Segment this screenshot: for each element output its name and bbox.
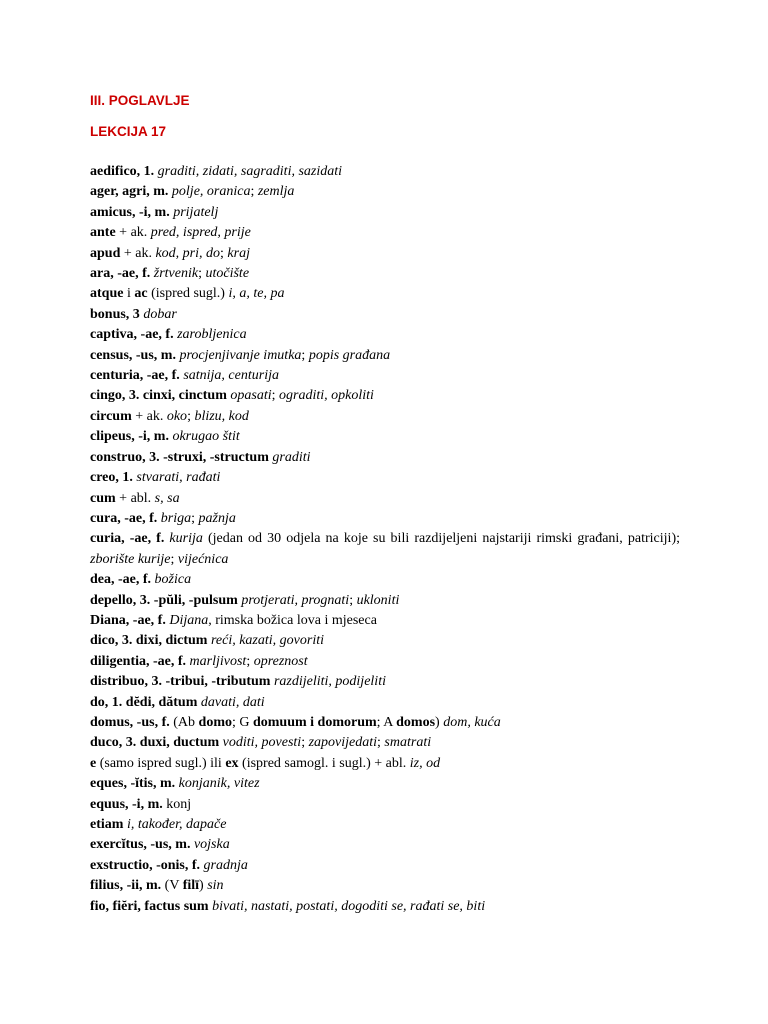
vocabulary-entry: [90, 162, 680, 182]
grammar-note: ;: [220, 245, 228, 261]
translation: opreznost: [253, 653, 308, 669]
translation: briga: [160, 510, 192, 526]
latin-term: construo, 3. -struxi, -structum: [90, 449, 269, 465]
latin-term: domos: [396, 714, 436, 730]
vocabulary-entry: [90, 693, 680, 713]
latin-term: clipeus, -i, m.: [90, 429, 169, 445]
latin-term: centuria, -ae, f.: [90, 368, 180, 384]
latin-term: aedifico, 1.: [90, 164, 155, 179]
translation: protjerati, prognati: [241, 592, 350, 608]
translation: dobar: [143, 306, 177, 322]
vocabulary-entry: [90, 346, 680, 366]
translation: opasati: [230, 388, 272, 404]
translation: razdijeliti, podijeliti: [273, 674, 386, 690]
grammar-note: + abl.: [115, 490, 155, 506]
vocabulary-entry: [90, 244, 680, 264]
vocabulary-entry: [90, 570, 680, 590]
translation: s, sa: [154, 490, 180, 506]
translation: popis građana: [308, 347, 391, 363]
latin-term: eques, -ĭtis, m.: [90, 776, 176, 792]
latin-term: exstructio, -onis, f.: [90, 857, 201, 873]
lesson-heading: LEKCIJA 17: [90, 124, 167, 139]
translation: zarobljenica: [177, 327, 247, 343]
translation: stvarati, rađati: [136, 470, 221, 486]
latin-term: domo: [198, 714, 232, 730]
latin-term: filius, -ii, m.: [90, 878, 162, 894]
vocabulary-entry: [90, 795, 680, 815]
grammar-note: ;: [191, 510, 199, 526]
translation: pred, ispred, prije: [150, 225, 251, 241]
translation: zemlja: [257, 184, 295, 200]
latin-term: Diana, -ae, f.: [90, 612, 166, 628]
vocabulary-entry: [90, 591, 680, 611]
translation: kraj: [227, 245, 250, 261]
vocabulary-entry: [90, 284, 680, 304]
translation: pažnja: [198, 510, 236, 526]
vocabulary-entry: [90, 733, 680, 753]
translation: graditi, zidati, sagraditi, sazidati: [157, 164, 343, 179]
translation: iz, od: [409, 755, 441, 771]
vocabulary-entry: [90, 713, 680, 733]
translation: satnija, centurija: [183, 368, 279, 384]
vocabulary-entry: [90, 774, 680, 794]
vocabulary-entry: [90, 407, 680, 427]
grammar-note: + ak.: [131, 408, 167, 424]
latin-term: etiam: [90, 817, 124, 832]
translation: blizu, kod: [194, 408, 249, 424]
translation: graditi: [272, 449, 311, 465]
vocabulary-entry: [90, 366, 680, 386]
vocabulary-entry: [90, 754, 680, 774]
grammar-note: ;: [170, 551, 178, 567]
latin-term: cingo, 3. cinxi, cinctum: [90, 388, 227, 404]
latin-term: diligentia, -ae, f.: [90, 653, 187, 669]
grammar-note: , rimska božica lova i mjeseca: [208, 612, 377, 628]
grammar-note: ;: [198, 266, 206, 282]
vocabulary-entry: [90, 264, 680, 284]
translation: gradnja: [203, 857, 248, 873]
translation: zborište kurije: [90, 551, 171, 567]
vocabulary-entry: [90, 448, 680, 468]
latin-term: e: [90, 755, 97, 771]
grammar-note: (jedan od 30 odjela na koje su bili razdijeljeni najstariji rimski građani, patriciji);: [202, 531, 680, 547]
grammar-note: ): [435, 714, 444, 730]
latin-term: ex: [225, 755, 239, 771]
translation: vijećnica: [177, 551, 229, 567]
grammar-note: ;: [246, 653, 254, 669]
vocabulary-list: [90, 162, 680, 917]
grammar-note: ;: [271, 388, 280, 404]
latin-term: apud: [90, 245, 121, 261]
translation: žrtvenik: [153, 266, 199, 282]
vocabulary-entry: [90, 856, 680, 876]
translation: smatrati: [384, 735, 432, 751]
translation: ukloniti: [356, 592, 400, 608]
grammar-note: konj: [162, 796, 192, 812]
latin-term: ante: [90, 225, 116, 241]
latin-term: curia, -ae, f.: [90, 531, 165, 547]
translation: vojska: [193, 837, 230, 853]
vocabulary-entry: [90, 897, 680, 917]
grammar-note: + ak.: [120, 245, 156, 261]
vocabulary-entry: [90, 427, 680, 447]
latin-term: ager, agri, m.: [90, 184, 169, 200]
latin-term: creo, 1.: [90, 470, 133, 486]
translation: okrugao štit: [172, 429, 240, 445]
grammar-note: ; G: [231, 714, 253, 730]
latin-term: filī: [182, 878, 200, 894]
grammar-note: ; A: [376, 714, 397, 730]
vocabulary-entry: [90, 325, 680, 345]
chapter-heading: III. POGLAVLJE: [90, 93, 190, 108]
vocabulary-entry: [90, 876, 680, 896]
translation: ograditi, opkoliti: [279, 388, 374, 404]
translation: marljivost: [189, 653, 247, 669]
grammar-note: (ispred samogl. i sugl.) + abl.: [238, 755, 410, 771]
latin-term: captiva, -ae, f.: [90, 327, 174, 343]
translation: kurija: [169, 531, 203, 547]
vocabulary-entry: [90, 652, 680, 672]
latin-term: amicus, -i, m.: [90, 204, 170, 220]
vocabulary-entry: [90, 631, 680, 651]
translation: božica: [154, 572, 192, 588]
latin-term: bonus, 3: [90, 306, 140, 322]
grammar-note: ;: [349, 592, 357, 608]
latin-term: domuum i domorum: [252, 714, 377, 730]
translation: utočište: [205, 266, 250, 282]
grammar-note: ): [199, 878, 208, 894]
vocabulary-entry: [90, 305, 680, 325]
translation: zapovijedati: [308, 735, 378, 751]
latin-term: domus, -us, f.: [90, 714, 170, 730]
vocabulary-entry: [90, 223, 680, 243]
vocabulary-entry: [90, 489, 680, 509]
vocabulary-entry: [90, 386, 680, 406]
translation: kod, pri, do: [155, 245, 221, 261]
translation: davati, dati: [200, 694, 265, 710]
latin-term: exercĭtus, -us, m.: [90, 837, 191, 853]
vocabulary-entry: [90, 468, 680, 488]
vocabulary-entry: [90, 611, 680, 631]
translation: sin: [207, 878, 224, 894]
vocabulary-entry: [90, 509, 680, 529]
grammar-note: (ispred sugl.): [147, 286, 229, 302]
grammar-note: (V: [161, 878, 183, 894]
translation: voditi, povesti: [222, 735, 302, 751]
grammar-note: (Ab: [169, 714, 199, 730]
grammar-note: ;: [250, 184, 258, 200]
translation: procjenjivanje imutka: [179, 347, 302, 363]
latin-term: ac: [134, 286, 148, 302]
latin-term: ara, -ae, f.: [90, 266, 151, 282]
grammar-note: i: [123, 286, 135, 302]
grammar-note: ;: [187, 408, 195, 424]
grammar-note: ;: [377, 735, 385, 751]
translation: polje, oranica: [171, 184, 251, 200]
latin-term: cum: [90, 490, 116, 506]
translation: Dijana: [169, 612, 209, 628]
translation: bivati, nastati, postati, dogoditi se, rađati se, biti: [212, 898, 486, 914]
latin-term: atque: [90, 286, 124, 302]
latin-term: dea, -ae, f.: [90, 572, 152, 588]
grammar-note: + ak.: [115, 225, 151, 241]
latin-term: distribuo, 3. -tribui, -tributum: [90, 674, 271, 690]
latin-term: equus, -i, m.: [90, 796, 163, 812]
latin-term: duco, 3. duxi, ductum: [90, 735, 220, 751]
translation: konjanik, vitez: [178, 776, 260, 792]
translation: oko: [166, 408, 188, 424]
translation: prijatelj: [173, 204, 219, 220]
translation: i, a, te, pa: [228, 286, 285, 302]
vocabulary-entry: [90, 529, 680, 570]
latin-term: fio, fiĕri, factus sum: [90, 898, 209, 914]
latin-term: census, -us, m.: [90, 347, 176, 363]
latin-term: circum: [90, 408, 132, 424]
vocabulary-entry: [90, 182, 680, 202]
translation: dom, kuća: [443, 714, 501, 730]
latin-term: cura, -ae, f.: [90, 510, 158, 526]
grammar-note: ;: [301, 735, 309, 751]
vocabulary-entry: [90, 835, 680, 855]
translation: reći, kazati, govoriti: [210, 633, 324, 649]
grammar-note: ;: [301, 347, 309, 363]
vocabulary-entry: [90, 672, 680, 692]
grammar-note: (samo ispred sugl.) ili: [96, 755, 226, 771]
translation: i, također, dapače: [126, 817, 227, 832]
latin-term: do, 1. dĕdi, dătum: [90, 694, 198, 710]
latin-term: dico, 3. dixi, dictum: [90, 633, 208, 649]
vocabulary-entry: [90, 203, 680, 223]
latin-term: depello, 3. -pŭli, -pulsum: [90, 592, 238, 608]
vocabulary-entry: [90, 815, 680, 835]
